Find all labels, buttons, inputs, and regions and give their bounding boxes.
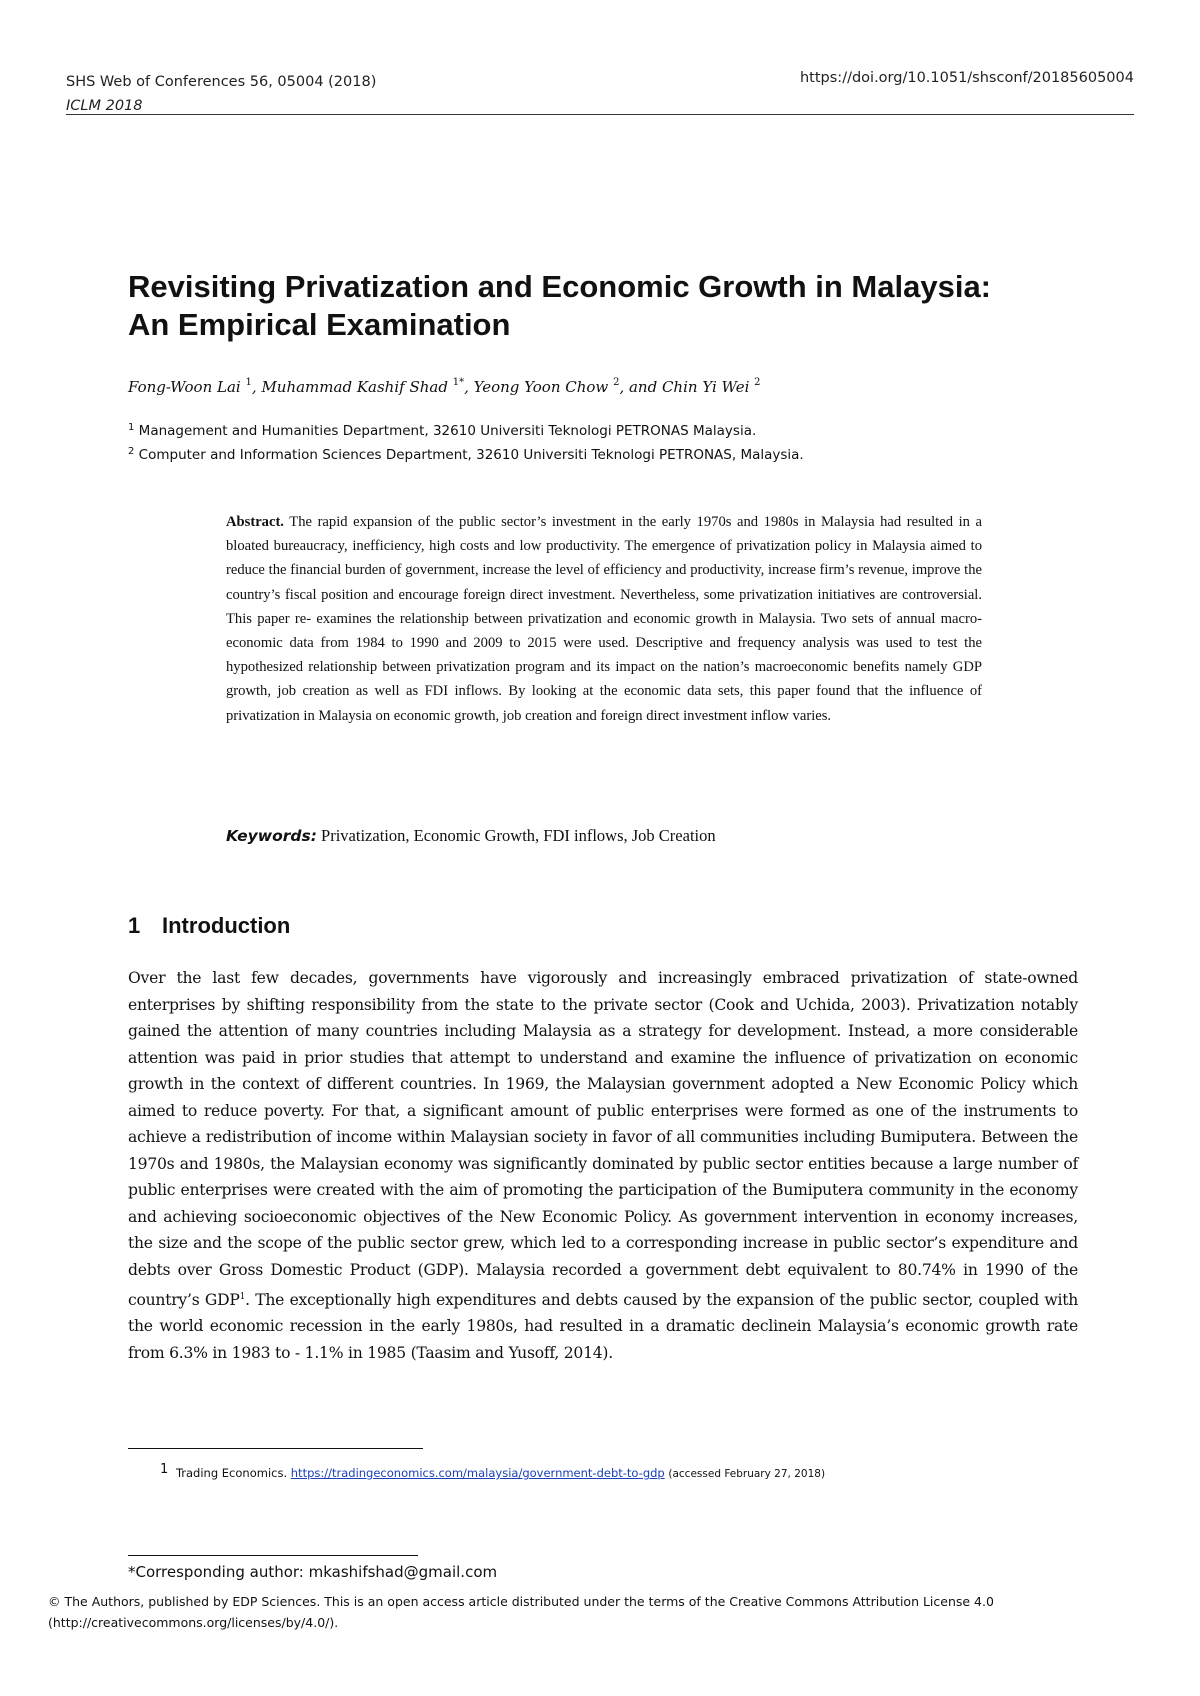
footnote-divider (128, 1448, 423, 1449)
author-name: Chin Yi Wei (661, 378, 750, 396)
affiliation (128, 446, 804, 463)
author-name: Yeong Yoon Chow (473, 378, 609, 396)
journal-citation: SHS Web of Conferences 56, 05004 (2018) (66, 74, 377, 90)
title-line-1: Revisiting Privatization and Economic Growth in Malaysia: (128, 269, 992, 304)
author-affil-marker: 2 (613, 377, 620, 388)
author-name: Muhammad Kashif Shad (261, 378, 448, 396)
author-list: Fong-Woon Lai $^1$, Muhammad Kashif Shad $^{1*}$, Yeong Yoon Chow $^2$, and Chin Yi Wei $^2$ (128, 377, 761, 396)
header-divider (66, 114, 1134, 115)
affiliation (128, 422, 756, 439)
doi-link[interactable]: https://doi.org/10.1051/shsconf/20185605004 (799, 70, 1134, 86)
intro-text-continued: . The exceptionally high expenditures and debts caused by the expansion of the public sector, coupled with the world economic recession in the early 1980s, had resulted in a dramatic declinein Malaysia’s economic growth rate from 6.3% in 1983 to - 1.1% in 1985 (Taasim and Yusoff, 2014). (128, 1290, 1079, 1362)
section-number: 1 (128, 913, 141, 938)
author-name: Fong-Woon Lai (128, 378, 241, 396)
license-line-1: © The Authors, published by EDP Sciences. This is an open access article distributed under the terms of the Creative Commons Attribution License 4.0 (48, 1594, 994, 1609)
author-affil-marker: 1* (452, 377, 465, 388)
paper-title (128, 268, 1088, 344)
running-header (66, 70, 376, 118)
section-heading (128, 913, 290, 939)
keywords-text: Privatization, Economic Growth, FDI inflows, Job Creation (321, 826, 716, 845)
affiliation-text: Management and Humanities Department, 32610 Universiti Teknologi PETRONAS Malaysia. (138, 423, 757, 439)
footnote-marker[interactable]: 1 (239, 1291, 246, 1302)
author-affil-marker: 1 (245, 377, 252, 388)
introduction-paragraph (128, 965, 1078, 1366)
license-notice (48, 1591, 1158, 1633)
affiliation-number: 2 (128, 446, 135, 457)
intro-text: Over the last few decades, governments have vigorously and increasingly embraced privatization of state-owned enterprises by shifting responsibility from the state to the private sector (Cook and Uchida, 2003). Privatization notably gained the attention of many countries including Malaysia as a strategy for development. Instead, a more considerable attention was paid in prior studies that attempt to understand and examine the influence of privatization on economic growth in the context of different countries. In 1969, the Malaysian government adopted a New Economic Policy which aimed to reduce poverty. For that, a significant amount of public enterprises were formed as one of the instruments to achieve a redistribution of income within Malaysian society in favor of all communities including Bumiputera. Between the 1970s and 1980s, the Malaysian economy was significantly dominated by public sector entities because a large number of public enterprises were created with the aim of promoting the participation of the Bumiputera community in the economy and achieving socioeconomic objectives of the New Economic Policy. As government intervention in economy increases, the size and the scope of the public sector grew, which led to a corresponding increase in public sector’s expenditure and debts over Gross Domestic Product (GDP). Malaysia recorded a government debt equivalent to 80.74% in 1990 of the country’s GDP (128, 969, 1078, 1309)
conference-name: ICLM 2018 (66, 98, 143, 114)
license-line-2: (http://creativecommons.org/licenses/by/4.0/). (48, 1615, 339, 1630)
footnote-source: Trading Economics. (175, 1466, 288, 1480)
keywords (226, 826, 716, 846)
abstract-label: Abstract. (226, 514, 284, 530)
title-line-2: An Empirical Examination (128, 307, 511, 342)
affiliation-number: 1 (128, 422, 135, 433)
abstract-text: The rapid expansion of the public sector’s investment in the early 1970s and 1980s in Malaysia had resulted in a bloated bureaucracy, inefficiency, high costs and low productivity. The emergence of privatization policy in Malaysia aimed to reduce the financial burden of government, increase the level of efficiency and productivity, increase firm’s revenue, improve the country’s fiscal position and encourage foreign direct investment. Nevertheless, some privatization initiatives are controversial. This paper re- examines the relationship between privatization and economic growth in Malaysia. Two sets of annual macro- economic data from 1984 to 1990 and 2009 to 2015 were used. Descriptive and frequency analysis was used to test the hypothesized relationship between privatization program and its impact on the nation’s macroeconomic benefits namely GDP growth, job creation as well as FDI inflows. By looking at the economic data sets, this paper found that the influence of privatization in Malaysia on economic growth, job creation and foreign direct investment inflow varies. (226, 514, 982, 724)
footnote (160, 1462, 825, 1480)
author-note-divider (128, 1555, 418, 1556)
section-title: Introduction (162, 913, 291, 938)
keywords-label: Keywords: (226, 827, 317, 845)
corresponding-author: *Corresponding author: mkashifshad@gmail.com (128, 1563, 498, 1581)
author-affil-marker: 2 (754, 377, 761, 388)
abstract (226, 510, 982, 728)
footnote-accessed: (accessed February 27, 2018) (668, 1468, 826, 1480)
footnote-link[interactable]: https://tradingeconomics.com/malaysia/government-debt-to-gdp (290, 1466, 665, 1480)
affiliation-text: Computer and Information Sciences Department, 32610 Universiti Teknologi PETRONAS, Malaysia. (138, 447, 804, 463)
footnote-number: 1 (160, 1462, 169, 1477)
